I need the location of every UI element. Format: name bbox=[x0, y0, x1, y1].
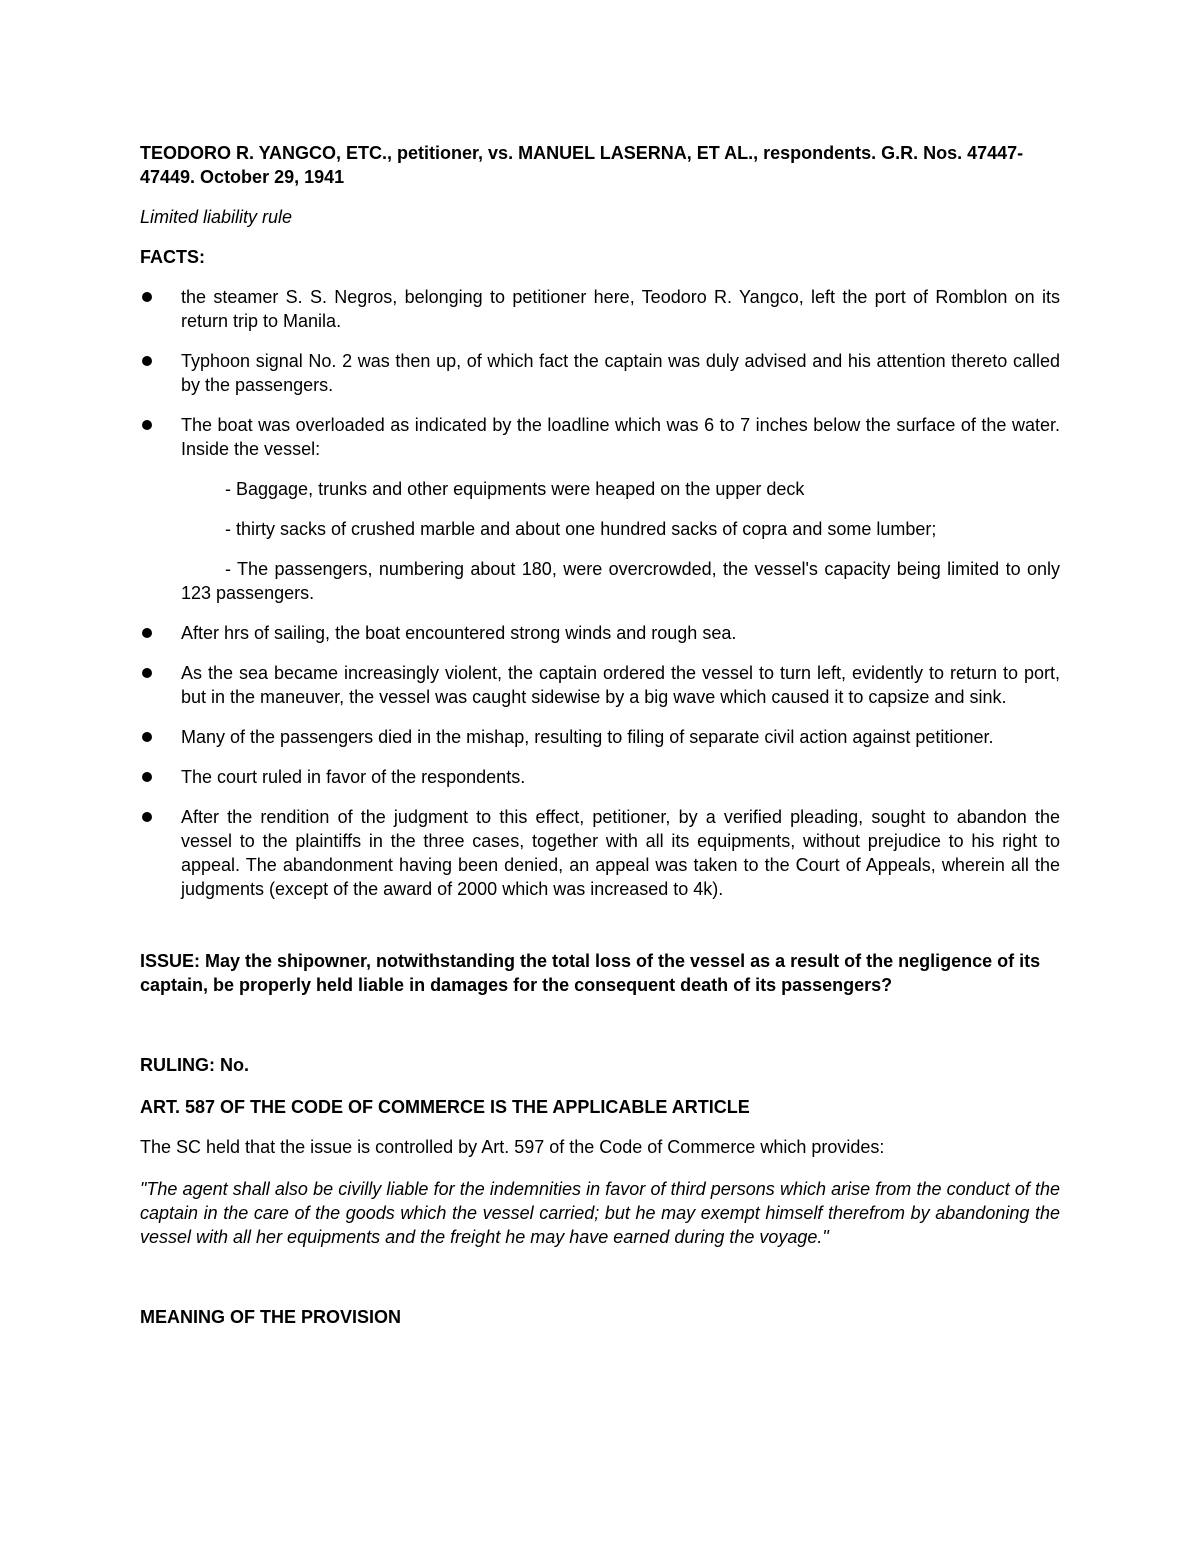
fact-text: The court ruled in favor of the respondents. bbox=[181, 767, 526, 787]
bullet-icon bbox=[142, 668, 152, 678]
fact-item bbox=[140, 285, 1060, 333]
fact-text: the steamer S. S. Negros, belonging to petitioner here, Teodoro R. Yangco, left the port of Romblon on its return trip to Manila. bbox=[181, 287, 1060, 331]
facts-heading: FACTS: bbox=[140, 247, 205, 267]
fact-text: The boat was overloaded as indicated by the loadline which was 6 to 7 inches below the surface of the water. Inside the vessel: bbox=[181, 415, 1060, 459]
fact-item bbox=[140, 413, 1060, 605]
bullet-icon bbox=[142, 356, 152, 366]
vessel-detail: - thirty sacks of crushed marble and about one hundred sacks of copra and some lumber; bbox=[225, 519, 937, 539]
fact-text: Typhoon signal No. 2 was then up, of which fact the captain was duly advised and his attention thereto called by the passengers. bbox=[181, 351, 1060, 395]
bullet-icon bbox=[142, 812, 152, 822]
fact-item bbox=[140, 765, 1060, 789]
facts-list bbox=[140, 285, 1060, 901]
fact-item bbox=[140, 725, 1060, 749]
article-heading: ART. 587 OF THE CODE OF COMMERCE IS THE APPLICABLE ARTICLE bbox=[140, 1097, 750, 1117]
document-page bbox=[140, 141, 1060, 1347]
bullet-icon bbox=[142, 420, 152, 430]
ruling-statement: RULING: No. bbox=[140, 1055, 249, 1075]
fact-item bbox=[140, 621, 1060, 645]
meaning-heading: MEANING OF THE PROVISION bbox=[140, 1307, 402, 1327]
bullet-icon bbox=[142, 772, 152, 782]
fact-text: Many of the passengers died in the mishap, resulting to filing of separate civil action against petitioner. bbox=[181, 727, 994, 747]
case-subtitle: Limited liability rule bbox=[140, 207, 293, 227]
fact-item bbox=[140, 349, 1060, 397]
bullet-icon bbox=[142, 292, 152, 302]
fact-item bbox=[140, 805, 1060, 901]
vessel-detail: - Baggage, trunks and other equipments were heaped on the upper deck bbox=[225, 479, 805, 499]
sc-held-text: The SC held that the issue is controlled by Art. 597 of the Code of Commerce which provides: bbox=[140, 1137, 885, 1157]
fact-item bbox=[140, 661, 1060, 709]
fact-text: After hrs of sailing, the boat encountered strong winds and rough sea. bbox=[181, 623, 737, 643]
vessel-detail: - The passengers, numbering about 180, were overcrowded, the vessel's capacity being limited to only 123 passengers. bbox=[181, 559, 1060, 603]
fact-text: As the sea became increasingly violent, the captain ordered the vessel to turn left, evidently to return to port, but in the maneuver, the vessel was caught sidewise by a big wave which caused it to capsize and sink. bbox=[181, 663, 1060, 707]
bullet-icon bbox=[142, 628, 152, 638]
issue-statement: ISSUE: May the shipowner, notwithstanding the total loss of the vessel as a result of the negligence of its captain, be properly held liable in damages for the consequent death of its passengers? bbox=[140, 951, 1041, 995]
article-quote: "The agent shall also be civilly liable for the indemnities in favor of third persons which arise from the conduct of the captain in the care of the goods which the vessel carried; but he may exempt himself therefrom by abandoning the vessel with all her equipments and the freight he may have earned during the voyage." bbox=[140, 1179, 1060, 1247]
case-title: TEODORO R. YANGCO, ETC., petitioner, vs. MANUEL LASERNA, ET AL., respondents. G.R. Nos. 47447-47449. October 29, 1941 bbox=[140, 143, 1024, 187]
fact-text: After the rendition of the judgment to this effect, petitioner, by a verified pleading, sought to abandon the vessel to the plaintiffs in the three cases, together with all its equipments, without prejudice to his right to appeal. The abandonment having been denied, an appeal was taken to the Court of Appeals, wherein all the judgments (except of the award of 2000 which was increased to 4k). bbox=[181, 807, 1060, 899]
bullet-icon bbox=[142, 732, 152, 742]
